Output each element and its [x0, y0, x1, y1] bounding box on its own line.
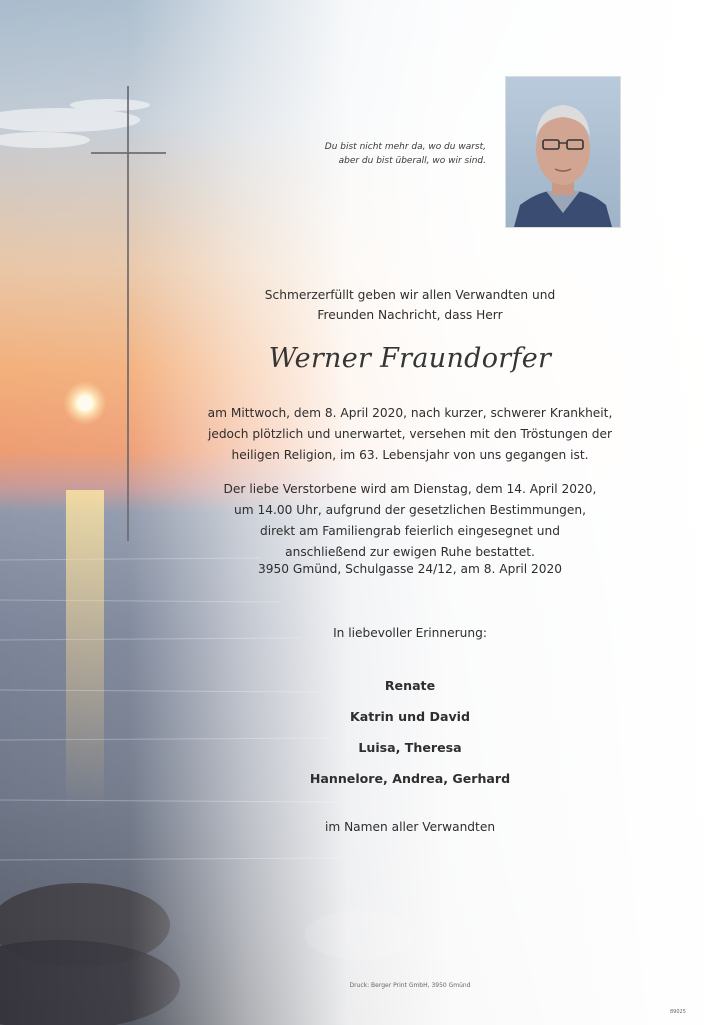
paragraph1-line-2: jedoch plötzlich und unerwartet, versehen mit den Tröstungen der	[207, 427, 613, 441]
portrait-photo	[505, 76, 621, 228]
death-announcement-paragraph	[170, 403, 650, 466]
paragraph2-line-1: Der liebe Verstorbene wird am Dienstag, dem 14. April 2020,	[223, 482, 597, 496]
paragraph2-line-3: direkt am Familiengrab feierlich eingesegnet und	[260, 524, 560, 538]
mourner-name: Katrin und David	[350, 709, 470, 724]
announcement-intro	[170, 285, 650, 325]
funeral-details-paragraph	[170, 479, 650, 563]
paragraph2-line-4: anschließend zur ewigen Ruhe bestattet.	[285, 545, 535, 559]
paragraph1-line-3: heiligen Religion, im 63. Lebensjahr von uns gegangen ist.	[231, 448, 589, 462]
paragraph2-line-2: um 14.00 Uhr, aufgrund der gesetzlichen Bestimmungen,	[234, 503, 586, 517]
mourner-name: Renate	[384, 678, 436, 693]
intro-line-1: Schmerzerfüllt geben wir allen Verwandten und	[264, 288, 556, 302]
place-and-date: 3950 Gmünd, Schulgasse 24/12, am 8. April 2020	[257, 562, 563, 576]
remembrance-heading: In liebevoller Erinnerung:	[333, 626, 487, 640]
cross-vertical-bar	[127, 86, 129, 541]
paragraph1-line-1: am Mittwoch, dem 8. April 2020, nach kurzer, schwerer Krankheit,	[207, 406, 613, 420]
footer-code: 89025	[670, 1009, 686, 1015]
deceased-name: Werner Fraundorfer	[268, 343, 552, 374]
cross-horizontal-bar	[91, 152, 166, 154]
printer-credit: Druck: Berger Print GmbH, 3950 Gmünd	[349, 982, 471, 989]
mourners-list	[170, 676, 650, 800]
quote-line-2: aber du bist überall, wo wir sind.	[338, 156, 486, 166]
mourner-name: Hannelore, Andrea, Gerhard	[309, 771, 511, 786]
intro-line-2: Freunden Nachricht, dass Herr	[317, 308, 503, 322]
memorial-quote	[250, 140, 486, 168]
mourner-name: Luisa, Theresa	[358, 740, 462, 755]
relatives-note: im Namen aller Verwandten	[324, 820, 496, 834]
quote-line-1: Du bist nicht mehr da, wo du warst,	[324, 142, 486, 152]
